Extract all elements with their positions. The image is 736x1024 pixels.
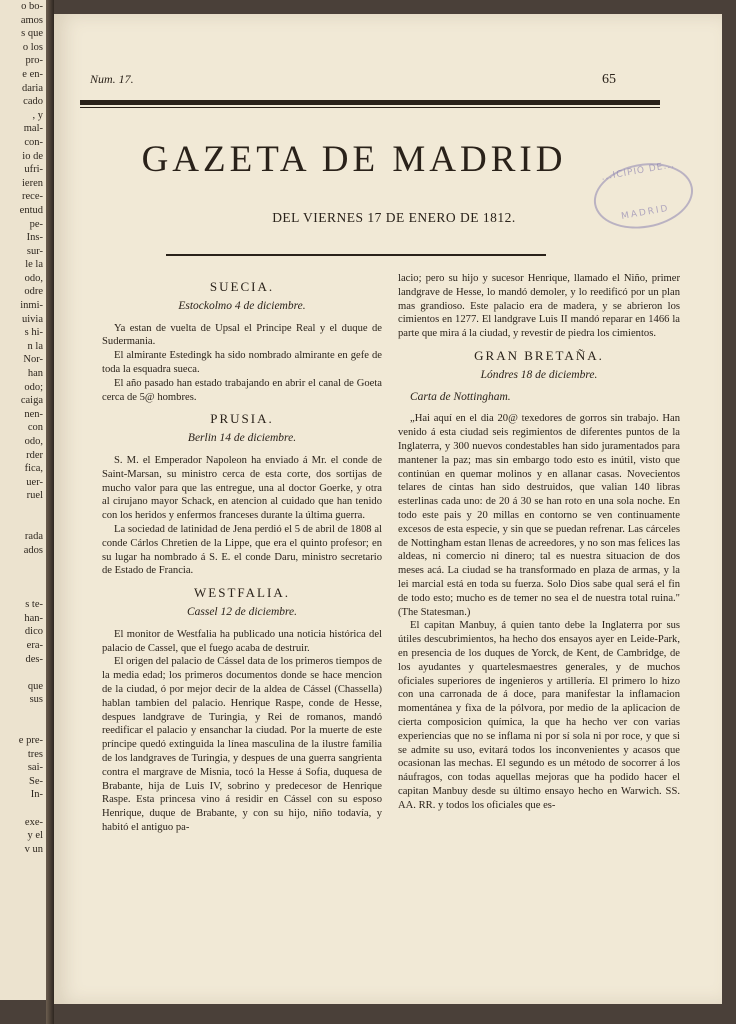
prev-page-line xyxy=(0,517,46,531)
dateline-berlin: Berlin 14 de diciembre. xyxy=(187,432,297,445)
section-title-westfalia: WESTFALIA. xyxy=(194,585,290,601)
letter-heading: Carta de Nottingham. xyxy=(410,390,511,403)
prev-page-line: des- xyxy=(25,653,43,665)
prev-page-line: rece- xyxy=(22,191,43,203)
prev-page-line: sai- xyxy=(27,762,43,774)
prev-page-line: cado xyxy=(23,96,43,108)
left-column xyxy=(102,272,382,835)
paragraph: El origen del palacio de Cássel data de los primeros tiempos de la media edad; los primeros documentos donde se hace mencion de la ciudad, ó por mejor decir de la aldea de Cássel (Chassella) hablan tambien del palacio. Henrique Raspe, conde de Hesse, despues landgrave de Turingia, y Rei de romanos, mandó reedificar el palacio y ensanchar la ciudad. Por la muerte de este príncipe quedó extinguida la línea masculina de la ilustre familia de los landgraves de Turingia, y despues de una guerra sangrienta contra el margrave de Misnia, tocó la Hesse á Sofia, duquesa de Brabante, hija de Luis IV, sobrino y predecesor de Henrique Raspe. Esta princesa vino á residir en Cássel con su esposo Henrique, duque de Brabante, y con su hijo, niño todavía, y habitó el antiguo pa- xyxy=(102,656,383,833)
dateline-cassel: Cassel 12 de diciembre. xyxy=(186,605,298,618)
prev-page-line: inmi- xyxy=(20,300,43,312)
prev-page-line: rder xyxy=(26,449,43,461)
issue-number: Num. 17. xyxy=(90,72,134,86)
prev-page-line: uer- xyxy=(26,476,43,488)
prev-page-line xyxy=(0,802,46,816)
masthead-title: GAZETA DE MADRID xyxy=(141,139,567,180)
prev-page-line: ufri- xyxy=(24,164,43,176)
prev-page-line: o los xyxy=(22,41,43,53)
prev-page-line: dico xyxy=(24,626,43,638)
stamp-top-text: ...ICIPIO DE... xyxy=(600,160,676,183)
prev-page-line: le la xyxy=(25,259,43,271)
prev-page-line: odo, xyxy=(24,436,43,447)
page-number: 65 xyxy=(602,72,616,87)
paragraph: S. M. el Emperador Napoleon ha enviado á Mr. el conde de Saint-Marsan, su ministro cerca de esta corte, dos sortijas de mucho valor para que las entregue, una al doctor Goerke, y otra al cirujano mayor Schack, en atencion al cuidado que han tenido con los heridos y enfermos franceses durante la última guerra. xyxy=(102,454,382,522)
prev-page-line: s te- xyxy=(25,599,43,611)
prev-page-line: exe- xyxy=(24,816,43,828)
prev-page-line: rada xyxy=(24,531,43,543)
prev-page-line: nen- xyxy=(24,408,43,420)
dateline-estockolmo: Estockolmo 4 de diciembre. xyxy=(178,299,306,312)
stamp-bottom-text: MADRID xyxy=(620,203,671,222)
dateline-londres: Lóndres 18 de diciembre. xyxy=(480,368,598,381)
prev-page-line: Ins- xyxy=(26,232,43,244)
prev-page-line: odre xyxy=(24,286,43,298)
prev-page-line: n la xyxy=(27,340,43,352)
prev-page-line: Nor- xyxy=(23,354,43,366)
section-title-gran-bretana: GRAN BRETAÑA. xyxy=(474,347,604,363)
prev-page-line: con- xyxy=(24,136,43,148)
newspaper-page xyxy=(54,14,722,1004)
prev-page-line: e pre- xyxy=(18,735,43,747)
paragraph: Ya estan de vuelta de Upsal el Principe Real y el duque de Sudermania. xyxy=(102,322,382,348)
prev-page-line: mal- xyxy=(23,123,43,135)
prev-page-line: ieren xyxy=(22,177,43,189)
dateline: DEL VIERNES 17 DE ENERO DE 1812. xyxy=(272,210,516,225)
section-title-prusia: PRUSIA. xyxy=(210,411,274,427)
prev-page-line: tres xyxy=(27,748,43,760)
prev-page-line: ados xyxy=(23,544,43,556)
prev-page-line: e en- xyxy=(22,68,43,80)
top-rule xyxy=(80,100,660,108)
prev-page-line: caiga xyxy=(20,395,43,407)
prev-page-line: y el xyxy=(27,830,43,842)
paragraph: El monitor de Westfalia ha publicado una noticia histórica del palacio de Cassel, que el fuego acaba de destruir. xyxy=(102,628,382,654)
prev-page-line xyxy=(0,503,46,517)
prev-page-line: , y xyxy=(32,109,43,121)
paragraph: La sociedad de latinidad de Jena perdió el 5 de abril de 1808 al conde Cárlos Chretien de la Lippe, que era el quinto profesor; en su lugar ha nombrado á S. E. el conde Daru, ministro secretario de Estado de Francia. xyxy=(102,523,382,577)
book-gutter xyxy=(46,0,54,1024)
prev-page-line xyxy=(0,720,46,734)
prev-page-line: pe- xyxy=(29,218,43,230)
previous-page-edge xyxy=(0,0,47,1000)
prev-page-line xyxy=(0,707,46,721)
prev-page-line: s hi- xyxy=(24,327,43,339)
prev-page-line xyxy=(0,557,46,571)
prev-page-line: que xyxy=(27,680,43,692)
prev-page-line: odo; xyxy=(24,381,43,393)
paragraph: „Hai aquí en el dia 20@ texedores de gorros sin trabajo. Han venido á esta ciudad seis regimientos de diferentes puntos de la Inglaterra, y 300 nuevos condestables han sido juramentados para mantener la paz; mas sin embargo todo esto es inútil, visto que continúan en quemar molinos y en allanar casas. Novecientos telares de cintas han sido destruidos, que valian 140 libras esterlinas cada uno: de 20 á 30 se han roto en una sola noche. En todo este pais y 20 millas en contorno se ven continuamente excesos de esta especie, y sin que se puedan refrenar. Las cárceles de Nottingham estan llenas de acreedores, y no son mas felices las aldeas, ni comercio ni dinero; tal es nuestra situacion de dos meses acá. La ciudad se ha transformado en plaza de armas, y la lei marcial está en toda su fuerza. Solo Dios sabe qual será el fin de todo esto; mucho es de temer no sea el de nuestra total ruina." (The Statesman.) xyxy=(398,413,680,618)
prev-page-line: o bo- xyxy=(21,1,43,12)
header-rule xyxy=(166,254,546,256)
right-column xyxy=(398,272,680,812)
paragraph: El año pasado han estado trabajando en abrir el canal de Goeta cerca de 5@ hombres. xyxy=(102,377,382,403)
prev-page-line: fica, xyxy=(24,463,43,475)
prev-page-line: amos xyxy=(20,14,43,26)
prev-page-line xyxy=(0,666,46,680)
prev-page-line: era- xyxy=(26,639,43,651)
prev-page-line: uivia xyxy=(22,313,43,325)
prev-page-line: Se- xyxy=(29,775,43,787)
prev-page-line: ruel xyxy=(26,490,43,502)
prev-page-line: han- xyxy=(24,612,43,624)
prev-page-line: v un xyxy=(24,843,43,855)
prev-page-line: daria xyxy=(22,82,43,94)
prev-page-line: han xyxy=(27,368,43,380)
prev-page-line: sus xyxy=(29,694,43,706)
prev-page-line xyxy=(0,571,46,585)
paragraph: El capitan Manbuy, á quien tanto debe la Inglaterra por sus útiles descubrimientos, ha hecho dos ensayos ayer en Leide-Park, en presencia de los duques de Yorck, de Kent, de Cambridge, de los ayudantes y quartelesmaestres generales, y de muchos oficiales superiores de ingenieros y artillería. El primero lo hizo con una carronada de á doce, para manifestar la inflamacion momentánea y fixa de la pólvora, por medio de la aplicacion de cierta composicion química, la que ha hecho ver con varias experiencias que no se inflama ni por sí sola ni por roce, y que si se admite su uso, evitará todos los inconvenientes y acasos que ocasionan las mechas. El segundo es un método de socorrer á los náufragos, con todas aquellas mejoras que ha podido hacer el capitan Manbuy desde su último ensayo hecho en Warwich. SS. AA. RR. y todos los oficiales que es- xyxy=(398,620,680,811)
prev-page-line: odo, xyxy=(24,272,43,284)
prev-page-line: sur- xyxy=(26,245,43,257)
prev-page-line: entud xyxy=(19,204,43,216)
section-title-suecia: SUECIA. xyxy=(209,279,275,294)
prev-page-line: con xyxy=(27,422,43,434)
prev-page-line: s que xyxy=(21,28,43,40)
prev-page-line: In- xyxy=(30,789,43,801)
paragraph: El almirante Estedingk ha sido nombrado almirante en gefe de toda la esquadra sueca. xyxy=(102,350,382,375)
prev-page-line: io de xyxy=(22,150,43,162)
prev-page-line xyxy=(0,585,46,599)
prev-page-line: pro- xyxy=(25,55,43,67)
paragraph: lacio; pero su hijo y sucesor Henrique, llamado el Niño, primer landgrave de Hesse, lo mandó demoler, y lo reedificó por un plan mas grandioso. Este palacio era de madera, y se abrieron los cimientos en 1277. El landgrave Luis II mandó reparar en 1466 la parte que mira á la ciudad, y revestir de piedra los cimientos. xyxy=(398,273,680,340)
